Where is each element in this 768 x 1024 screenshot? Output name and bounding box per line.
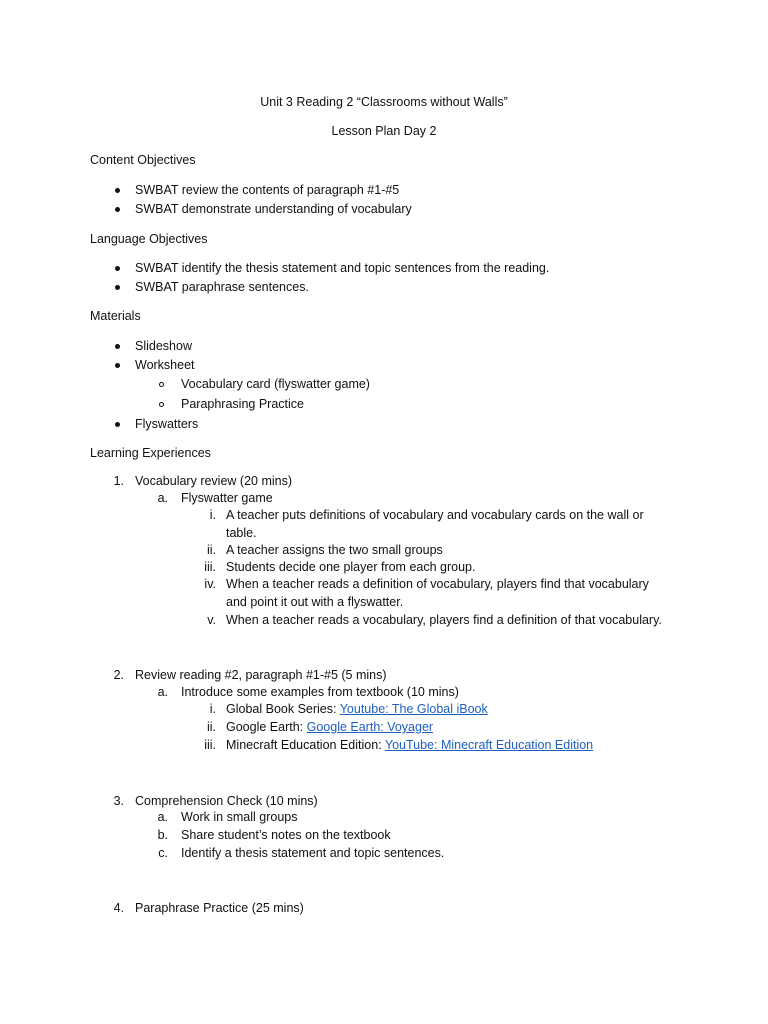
activity-item: When a teacher reads a vocabulary, players find a definition of that vocabulary. xyxy=(226,613,662,627)
substep-marker: a. xyxy=(157,491,168,505)
step-label: Review reading #2, paragraph #1-#5 (5 mins) xyxy=(135,668,387,682)
activity-item: A teacher puts definitions of vocabulary and vocabulary cards on the wall or xyxy=(226,508,644,522)
example-label: Global Book Series: xyxy=(226,702,340,716)
step-number: 1. xyxy=(113,474,124,488)
bullet-icon xyxy=(115,266,120,271)
activity-item: Students decide one player from each group. xyxy=(226,560,476,574)
google-earth-voyager-link[interactable]: Google Earth: Voyager xyxy=(306,720,434,734)
substep-marker: a. xyxy=(157,685,168,699)
material-item: Flyswatters xyxy=(135,417,199,431)
item-marker: ii. xyxy=(206,720,216,734)
item-marker: v. xyxy=(207,613,216,627)
circle-bullet-icon xyxy=(159,382,164,387)
global-ibook-link[interactable]: Youtube: The Global iBook xyxy=(339,702,488,716)
item-marker: i. xyxy=(209,702,216,716)
content-objective-item: SWBAT review the contents of paragraph #1-#5 xyxy=(135,183,400,197)
activity-item-continued: and point it out with a flyswatter. xyxy=(226,595,404,609)
item-marker: iii. xyxy=(204,738,216,752)
example-item xyxy=(226,719,433,735)
substep-marker: b. xyxy=(157,828,168,842)
example-label: Google Earth: xyxy=(226,720,307,734)
step-number: 2. xyxy=(113,668,124,682)
learning-experiences-heading: Learning Experiences xyxy=(90,446,211,460)
substep-marker: a. xyxy=(157,810,168,824)
language-objectives-heading: Language Objectives xyxy=(90,232,208,246)
bullet-icon xyxy=(115,422,120,427)
step-number: 4. xyxy=(113,901,124,915)
activity-item: A teacher assigns the two small groups xyxy=(226,543,443,557)
substep-label: Share student’s notes on the textbook xyxy=(181,828,391,842)
substep-marker: c. xyxy=(158,846,168,860)
content-objective-item: SWBAT demonstrate understanding of vocabulary xyxy=(135,202,412,216)
substep-label: Flyswatter game xyxy=(181,491,273,505)
step-number: 3. xyxy=(113,794,124,808)
example-item xyxy=(226,737,593,753)
bullet-icon xyxy=(115,207,120,212)
item-marker: i. xyxy=(209,508,216,522)
step-label: Vocabulary review (20 mins) xyxy=(135,474,293,488)
activity-item: When a teacher reads a definition of vocabulary, players find that vocabulary xyxy=(226,577,649,591)
activity-item-continued: table. xyxy=(226,526,257,540)
bullet-icon xyxy=(115,188,120,193)
substep-label: Work in small groups xyxy=(181,810,298,824)
item-marker: ii. xyxy=(206,543,216,557)
materials-heading: Materials xyxy=(90,309,141,323)
material-subitem: Paraphrasing Practice xyxy=(181,397,304,411)
step-label: Paraphrase Practice (25 mins) xyxy=(135,901,304,915)
language-objective-item: SWBAT paraphrase sentences. xyxy=(135,280,309,294)
circle-bullet-icon xyxy=(159,402,164,407)
substep-label: Introduce some examples from textbook (10 mins) xyxy=(181,685,459,699)
content-objectives-heading: Content Objectives xyxy=(90,153,196,167)
bullet-icon xyxy=(115,363,120,368)
substep-label: Identify a thesis statement and topic sentences. xyxy=(181,846,445,860)
material-subitem: Vocabulary card (flyswatter game) xyxy=(181,377,370,391)
document-title: Unit 3 Reading 2 “Classrooms without Walls” xyxy=(260,95,508,109)
language-objective-item: SWBAT identify the thesis statement and topic sentences from the reading. xyxy=(135,261,550,275)
step-label: Comprehension Check (10 mins) xyxy=(135,794,318,808)
example-item xyxy=(226,701,488,717)
bullet-icon xyxy=(115,344,120,349)
material-item: Worksheet xyxy=(135,358,195,372)
material-item: Slideshow xyxy=(135,339,192,353)
bullet-icon xyxy=(115,285,120,290)
item-marker: iv. xyxy=(204,577,216,591)
minecraft-education-link[interactable]: YouTube: Minecraft Education Edition xyxy=(384,738,594,752)
example-label: Minecraft Education Edition: xyxy=(226,738,385,752)
item-marker: iii. xyxy=(204,560,216,574)
document-subtitle: Lesson Plan Day 2 xyxy=(331,124,437,138)
